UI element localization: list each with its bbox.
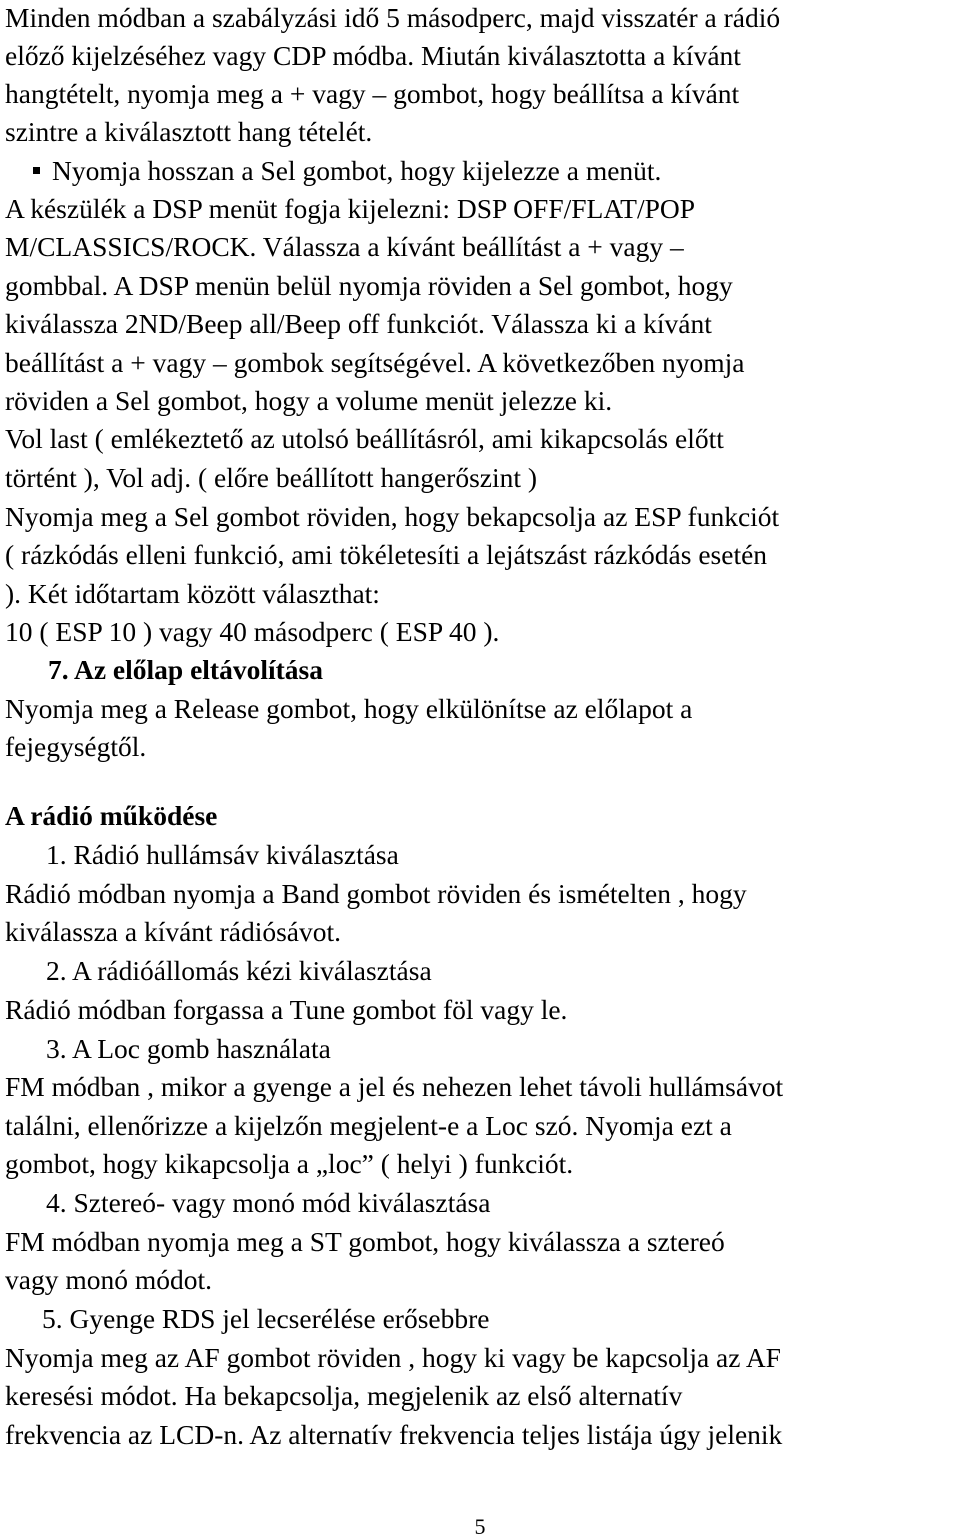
text-line: 10 ( ESP 10 ) vagy 40 másodperc ( ESP 40 ).	[5, 616, 500, 647]
text-line: kiválassza 2ND/Beep all/Beep off funkciót. Válassza ki a kívánt	[5, 308, 712, 339]
section-heading-7	[48, 656, 323, 684]
heading-number: 7.	[48, 654, 69, 685]
list-item-2: 2. A rádióállomás kézi kiválasztása	[46, 955, 432, 986]
text-line: szintre a kiválasztott hang tételét.	[5, 116, 373, 147]
text-line: Rádió módban forgassa a Tune gombot föl vagy le.	[5, 994, 568, 1025]
text-line: keresési módot. Ha bekapcsolja, megjelenik az első alternatív	[5, 1380, 683, 1411]
text-line: előző kijelzéséhez vagy CDP módba. Miután kiválasztotta a kívánt	[5, 40, 741, 71]
text-line: vagy monó módot.	[5, 1264, 213, 1295]
text-line: fejegységtől.	[5, 731, 147, 762]
text-line: Minden módban a szabályzási idő 5 másodperc, majd visszatér a rádió	[5, 2, 781, 33]
bullet-item	[33, 157, 661, 185]
text-line: kiválassza a kívánt rádiósávot.	[5, 916, 342, 947]
text-line: Nyomja meg az AF gombot röviden , hogy ki vagy be kapcsolja az AF	[5, 1342, 781, 1373]
text-line: FM módban nyomja meg a ST gombot, hogy kiválassza a sztereó	[5, 1226, 725, 1257]
text-line: frekvencia az LCD-n. Az alternatív frekvencia teljes listája úgy jelenik	[5, 1419, 783, 1450]
text-line: A készülék a DSP menüt fogja kijelezni: DSP OFF/FLAT/POP	[5, 193, 696, 224]
list-item-3: 3. A Loc gomb használata	[46, 1033, 331, 1064]
heading-title: Az előlap eltávolítása	[73, 654, 323, 685]
list-item-5: 5. Gyenge RDS jel lecserélése erősebbre	[42, 1303, 490, 1334]
section-title: A rádió működése	[5, 800, 218, 831]
text-line: gombbal. A DSP menün belül nyomja röviden a Sel gombot, hogy	[5, 270, 733, 301]
text-line: Rádió módban nyomja a Band gombot röviden és ismételten , hogy	[5, 878, 747, 909]
text-line: gombot, hogy kikapcsolja a „loc” ( helyi ) funkciót.	[5, 1148, 574, 1179]
text-line: Vol last ( emlékeztető az utolsó beállításról, ami kikapcsolás előtt	[5, 423, 724, 454]
text-line: Nyomja meg a Sel gombot röviden, hogy bekapcsolja az ESP funkciót	[5, 501, 780, 532]
text-line: beállítást a + vagy – gombok segítségével. A következőben nyomja	[5, 347, 745, 378]
text-line: Nyomja meg a Release gombot, hogy elkülönítse az előlapot a	[5, 693, 693, 724]
text-line: történt ), Vol adj. ( előre beállított hangerőszint )	[5, 462, 538, 493]
text-line: ( rázkódás elleni funkció, ami tökéletesíti a lejátszást rázkódás esetén	[5, 539, 768, 570]
text-line: M/CLASSICS/ROCK. Válassza a kívánt beállítást a + vagy –	[5, 231, 684, 262]
square-bullet-icon	[33, 167, 40, 174]
bullet-text: Nyomja hosszan a Sel gombot, hogy kijelezze a menüt.	[52, 155, 662, 186]
text-line: találni, ellenőrizze a kijelzőn megjelent-e a Loc szó. Nyomja ezt a	[5, 1110, 732, 1141]
text-line: ). Két időtartam között választhat:	[5, 578, 380, 609]
text-line: röviden a Sel gombot, hogy a volume menüt jelezze ki.	[5, 385, 613, 416]
page-number: 5	[474, 1514, 486, 1539]
list-item-4: 4. Sztereó- vagy monó mód kiválasztása	[46, 1187, 491, 1218]
text-line: FM módban , mikor a gyenge a jel és nehezen lehet távoli hullámsávot	[5, 1071, 784, 1102]
list-item-1: 1. Rádió hullámsáv kiválasztása	[46, 839, 399, 870]
text-line: hangtételt, nyomja meg a + vagy – gombot, hogy beállítsa a kívánt	[5, 78, 740, 109]
